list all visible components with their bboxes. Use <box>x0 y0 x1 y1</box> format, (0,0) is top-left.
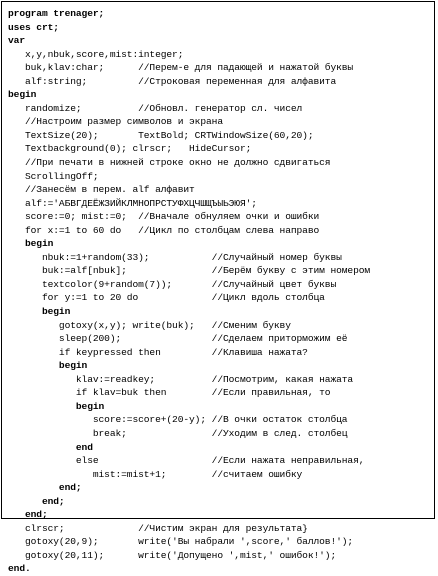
code-listing-frame <box>1 1 435 575</box>
code-line: alf:='АБВГДЕЁЖЗИЙКЛМНОПРСТУФХЦЧШЩЪЫЬЭЮЯ'; <box>8 197 257 209</box>
code-listing <box>8 7 432 576</box>
code-line: break; //Уходим в след. столбец <box>8 427 348 439</box>
code-line: end; <box>8 482 82 494</box>
code-line: buk:=alf[nbuk]; //Берём букву с этим номером <box>8 265 371 277</box>
code-line: buk,klav:char; //Перем-е для падающей и нажатой буквы <box>8 62 354 74</box>
code-line: else //Если нажата неправильная, <box>8 455 365 467</box>
code-line: sleep(200); //Сделаем приторможим её <box>8 333 348 345</box>
code-line: begin <box>8 238 54 250</box>
code-line: klav:=readkey; //Посмотрим, какая нажата <box>8 373 354 385</box>
code-line: begin <box>8 360 88 372</box>
code-line: if klav=buk then //Если правильная, то <box>8 387 331 399</box>
code-line: program trenager; <box>8 8 105 19</box>
code-line: end. <box>8 563 31 575</box>
code-line: end; <box>8 509 48 521</box>
code-line: begin <box>8 400 105 412</box>
code-line: Textbackground(0); clrscr; HideCursor; <box>8 143 252 155</box>
code-line: gotoxy(20,9); write('Вы набрали ',score,' баллов!'); <box>8 536 354 548</box>
code-line: score:=0; mist:=0; //Вначале обнуляем очки и ошибки <box>8 211 320 223</box>
code-line: var <box>8 35 25 47</box>
code-line: begin <box>8 306 71 318</box>
code-line: x,y,nbuk,score,mist:integer; <box>8 48 184 60</box>
code-line: score:=score+(20-y); //В очки остаток столбца <box>8 414 348 426</box>
code-line: //При печати в нижней строке окно не должно сдвигаться <box>8 157 331 169</box>
code-line: TextSize(20); TextBold; CRTWindowSize(60,20); <box>8 129 314 141</box>
code-line: gotoxy(x,y); write(buk); //Сменим букву <box>8 319 291 331</box>
code-line: uses crt; <box>8 21 59 33</box>
code-line: gotoxy(20,11); write('Допущено ',mist,' ошибок!'); <box>8 549 337 561</box>
code-line: alf:string; //Строковая переменная для алфавита <box>8 75 337 87</box>
code-line: end <box>8 441 93 453</box>
code-line: clrscr; //Чистим экран для результата} <box>8 522 308 534</box>
code-line: //Настроим размер символов и экрана <box>8 116 223 128</box>
code-line: randomize; //Обновл. генератор сл. чисел <box>8 102 303 114</box>
code-line: textcolor(9+random(7)); //Случайный цвет буквы <box>8 278 337 290</box>
code-line: for y:=1 to 20 do //Цикл вдоль столбца <box>8 292 325 304</box>
code-line: mist:=mist+1; //считаем ошибку <box>8 468 303 480</box>
code-line: if keypressed then //Клавиша нажата? <box>8 346 308 358</box>
code-line: nbuk:=1+random(33); //Случайный номер буквы <box>8 251 342 263</box>
code-line: begin <box>8 89 37 101</box>
code-line: for x:=1 to 60 do //Цикл по столбцам слева направо <box>8 224 320 236</box>
code-line: ScrollingOff; <box>8 170 99 182</box>
code-line: //Занесём в перем. alf алфавит <box>8 184 195 196</box>
code-line: end; <box>8 495 65 507</box>
